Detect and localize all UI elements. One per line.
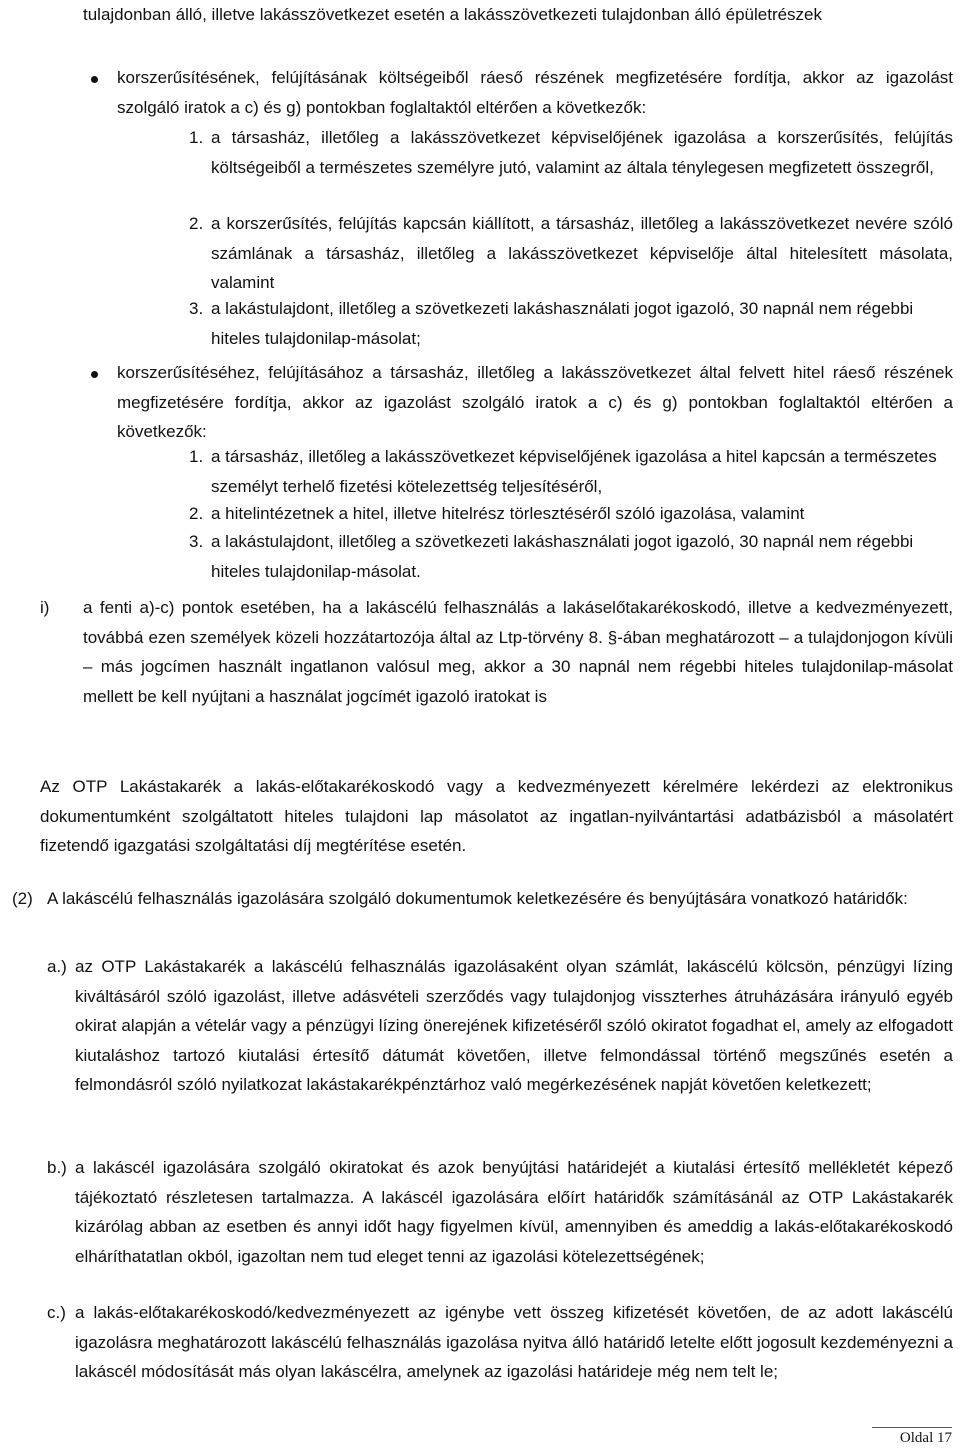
- list-number: 3.: [189, 532, 204, 551]
- item-i-paragraph: a fenti a)-c) pontok esetében, ha a lakáscélú felhasználás a lakáselőtakarékoskodó, illetve a kedvezményezett, továbbá ezen személyek közeli hozzátartozója által az Ltp-törvény 8. §-ában meghatározott – a tulajdonjogon kívüli – más jogcímen használt ingatlanon valósul meg, akkor a 30 napnál nem régebbi hiteles tulajdonilap-másolat mellett be kell nyújtani a használat jogcímét igazoló iratokat is: [83, 598, 953, 706]
- bullet1-paragraph: korszerűsítésének, felújításának költségeiből ráeső részének megfizetésére fordítja, akkor az igazolást szolgáló iratok a c) és g) pontokban foglaltaktól eltérően a következők:: [117, 68, 953, 117]
- list-item: a társasház, illetőleg a lakásszövetkezet képviselőjének igazolása a korszerűsítés, felújítás költségeiből a természetes személyre jutó, valamint az általa ténylegesen megfizetett összegről,: [211, 128, 953, 177]
- list-item: a hitelintézetnek a hitel, illetve hitelrész törlesztéséről szóló igazolása, valamint: [211, 504, 805, 523]
- intro-paragraph: tulajdonban álló, illetve lakásszövetkezet esetén a lakásszövetkezeti tulajdonban álló épületrészek: [83, 5, 823, 24]
- subitem-b: a lakáscél igazolására szolgáló okiratokat és azok benyújtási határidejét a kiutalási értesítő mellékletét képező tájékoztató részletesen tartalmazza. A lakáscél igazolására előírt határidők számításánál az OTP Lakástakarék kizárólag abban az esetben és annyi időt hagy figyelmen kívül, amennyiben és ameddig a lakás-előtakarékoskodó elháríthatatlan okból, igazoltan nem tud eleget tenni az igazolási kötelezettségének;: [75, 1158, 953, 1266]
- bullet-marker: [91, 371, 98, 378]
- list-number: 3.: [189, 299, 204, 318]
- bullet2-paragraph: korszerűsítéséhez, felújításához a társasház, illetőleg a lakásszövetkezet által felvett hitel ráeső részének megfizetésére fordítja, akkor az igazolást szolgáló iratok a c) és g) pontokban foglaltaktól eltérően a következők:: [117, 363, 953, 441]
- list-number: 2.: [189, 214, 204, 233]
- list-number: 1.: [189, 447, 204, 466]
- list-number: 1.: [189, 128, 204, 147]
- otp-paragraph: Az OTP Lakástakarék a lakás-előtakarékoskodó vagy a kedvezményezett kérelmére lekérdezi az elektronikus dokumentumként szolgáltatott hiteles tulajdoni lap másolatot az ingatlan-nyilvántartási adatbázisból a másolatért fizetendő igazgatási szolgáltatási díj megtérítése esetén.: [40, 777, 953, 855]
- subitem-label: a.): [47, 957, 67, 976]
- subitem-c: a lakás-előtakarékoskodó/kedvezményezett az igénybe vett összeg kifizetését követően, de az adott lakáscélú igazolásra meghatározott lakáscélú felhasználás igazolása nyitva álló határidő letelte előtt jogosult kezdeményezni a lakáscél módosítását más olyan lakáscélra, amelynek az igazolási határideje még nem telt le;: [75, 1303, 953, 1381]
- subitem-a: az OTP Lakástakarék a lakáscélú felhasználás igazolásaként olyan számlát, lakáscélú kölcsön, pénzügyi lízing kiváltásáról szóló igazolást, illetve adásvételi szerződés vagy tulajdonjog visszterhes átruházására irányuló egyéb okirat alapján a vételár vagy a pénzügyi lízing önerejének kifizetéséről szóló okiratot fogadhat el, amely az elfogadott kiutaláshoz tartozó kiutalási értesítő dátumát követően, illetve felmondással történő megszűnés esetén a felmondásról szóló nyilatkozat lakástakarékpénztárhoz való megérkezésének napját követően keletkezett;: [75, 957, 953, 1094]
- subitem-label: c.): [47, 1303, 66, 1322]
- bullet-marker: [91, 76, 98, 83]
- subitem-label: b.): [47, 1158, 67, 1177]
- list-number: 2.: [189, 504, 204, 523]
- item-i-label: i): [40, 598, 50, 617]
- page-number: Oldal 17: [872, 1427, 952, 1447]
- section2-label: (2): [12, 889, 33, 908]
- section2-paragraph: A lakáscélú felhasználás igazolására szolgáló dokumentumok keletkezésére és benyújtására vonatkozó határidők:: [47, 889, 908, 908]
- list-item: a lakástulajdont, illetőleg a szövetkezeti lakáshasználati jogot igazoló, 30 napnál nem régebbi hiteles tulajdonilap-másolat.: [211, 532, 914, 581]
- list-item: a korszerűsítés, felújítás kapcsán kiállított, a társasház, illetőleg a lakásszövetkezet nevére szóló számlának a társasház, illetőleg a lakásszövetkezet képviselője által hitelesített másolata, valamint: [211, 214, 953, 292]
- list-item: a társasház, illetőleg a lakásszövetkezet képviselőjének igazolása a hitel kapcsán a természetes személyt terhelő fizetési kötelezettség teljesítéséről,: [211, 447, 937, 496]
- list-item: a lakástulajdont, illetőleg a szövetkezeti lakáshasználati jogot igazoló, 30 napnál nem régebbi hiteles tulajdonilap-másolat;: [211, 299, 914, 348]
